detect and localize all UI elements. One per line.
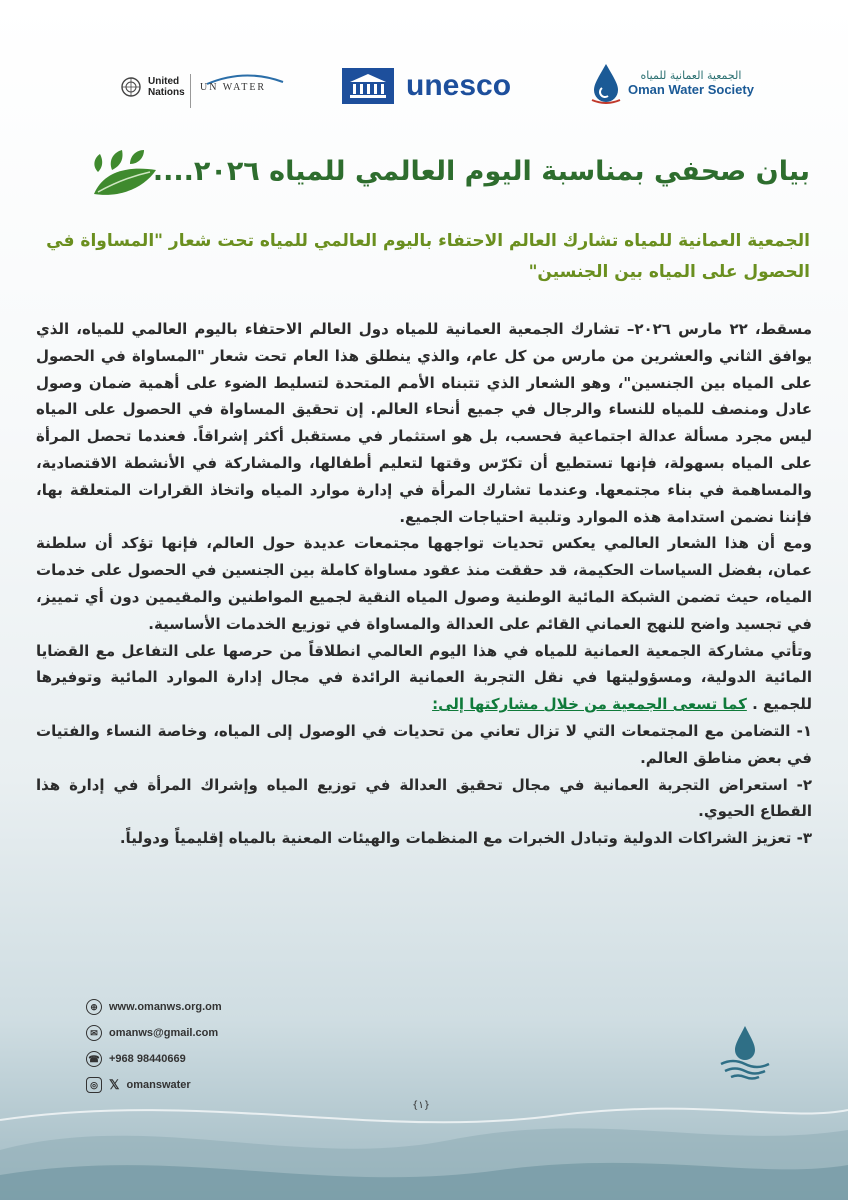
un-name: United Nations (148, 76, 185, 98)
un-emblem-icon (120, 76, 142, 98)
contact-info (86, 994, 222, 1098)
oman-water-society-logo (590, 62, 754, 104)
website-text: www.omanws.org.om (109, 1001, 222, 1013)
unesco-temple-icon (342, 68, 394, 104)
unesco-logo (342, 68, 511, 104)
ows-arabic-name: الجمعية العمانية للمياه (640, 69, 742, 82)
un-logo (120, 76, 198, 98)
instagram-icon: ◎ (86, 1077, 102, 1093)
paragraph-3-highlight: كما تسعى الجمعية من خلال مشاركتها إلى: (432, 695, 747, 714)
un-water-logo: UN WATER (200, 82, 267, 93)
social-handle: omanswater (126, 1079, 191, 1091)
list-item-1: ١- التضامن مع المجتمعات التي لا تزال تعاني من تحديات في الوصول إلى المياه، وخاصة النساء والفتيات في بعض مناطق العالم. (36, 721, 812, 767)
contact-website[interactable] (86, 994, 222, 1020)
paragraph-2: ومع أن هذا الشعار العالمي يعكس تحديات تواجهها مجتمعات عديدة حول العالم، فإنها تؤكد أن سلطنة عمان، بفضل السياسات الحكيمة، قد حققت منذ عقود مساواة كاملة بين الجنسين في الحصول على خدمات المياه، حيث تضمن الشبكة المائية الوطنية وصول المياه النقية لجميع المواطنين والمقيمين دون أي تمييز، في تجسيد واضح للنهج العماني القائم على العدالة والمساواة في توزيع الخدمات الأساسية. (36, 534, 812, 633)
page-title: بيان صحفي بمناسبة اليوم العالمي للمياه ٢٠٢٦.... (152, 156, 810, 187)
phone-text: +968 98440669 (109, 1053, 186, 1065)
ows-english-name: Oman Water Society (628, 82, 754, 97)
paragraph-3-text: وتأتي مشاركة الجمعية العمانية للمياه في هذا اليوم العالمي انطلاقاً من حرصها على التفاعل مع القضايا المائية الدولية، ومسؤوليتها في نقل التجربة العمانية الرائدة في مجال إدارة الموارد المائية وتوفيرها للجميع . (36, 641, 812, 714)
list-item-3: ٣- تعزيز الشراكات الدولية وتبادل الخبرات مع المنظمات والهيئات المعنية بالمياه إقليمياً ودولياً. (119, 829, 812, 848)
page-number: {١} (412, 1100, 431, 1111)
press-subtitle: الجمعية العمانية للمياه تشارك العالم الاحتفاء باليوم العالمي للمياه تحت شعار "المساواة في الحصول على المياه بين الجنسين" (46, 231, 810, 282)
x-icon: 𝕏 (109, 1077, 120, 1092)
title-row (90, 148, 810, 208)
press-body (36, 316, 812, 852)
paragraph-1: مسقط، ٢٢ مارس ٢٠٢٦– تشارك الجمعية العمانية للمياه دول العالم الاحتفاء باليوم العالمي للمياه، الذي يوافق الثاني والعشرين من مارس من كل عام، والذي ينطلق هذا العام تحت شعار "المساواة في الحصول على المياه بين الجنسين"، وهو الشعار الذي تتبناه الأمم المتحدة لتسليط الضوء على أهمية ضمان وصول عادل ومنصف للمياه للنساء والرجال في جميع أنحاء العالم. إن تحقيق المساواة في الحصول على المياه ليس مجرد مسألة عدالة اجتماعية فحسب، بل هو استثمار في مستقبل أكثر إشراقاً. فعندما تحصل المرأة على المياه بسهولة، فإنها تستطيع أن تكرّس وقتها لتعليم أطفالها، والمشاركة في الأنشطة الاقتصادية، والمساهمة في بناء مجتمعها. وعندما تشارك المرأة في إدارة موارد المياه واتخاذ القرارات المتعلقة بها، فإننا نضمن استدامة هذه الموارد وتلبية احتياجات الجميع. (36, 320, 812, 526)
logo-divider (190, 74, 191, 108)
logo-bar (0, 62, 848, 112)
contact-email[interactable] (86, 1020, 222, 1046)
water-drop-waves-icon (715, 1024, 775, 1080)
email-text: omanws@gmail.com (109, 1027, 219, 1039)
unesco-wordmark: unesco (406, 69, 512, 102)
contact-social[interactable] (86, 1072, 222, 1098)
mail-icon: ✉ (86, 1025, 102, 1041)
phone-icon: ☎ (86, 1051, 102, 1067)
contact-phone[interactable] (86, 1046, 222, 1072)
paragraph-3 (36, 638, 812, 718)
water-drop-icon (590, 62, 622, 104)
list-item-2: ٢- استعراض التجربة العمانية في مجال تحقيق العدالة في توزيع المياه وإشراك المرأة في إدارة هذا القطاع الحيوي. (36, 775, 812, 821)
globe-icon: ⊕ (86, 999, 102, 1015)
leaves-icon (90, 148, 160, 198)
